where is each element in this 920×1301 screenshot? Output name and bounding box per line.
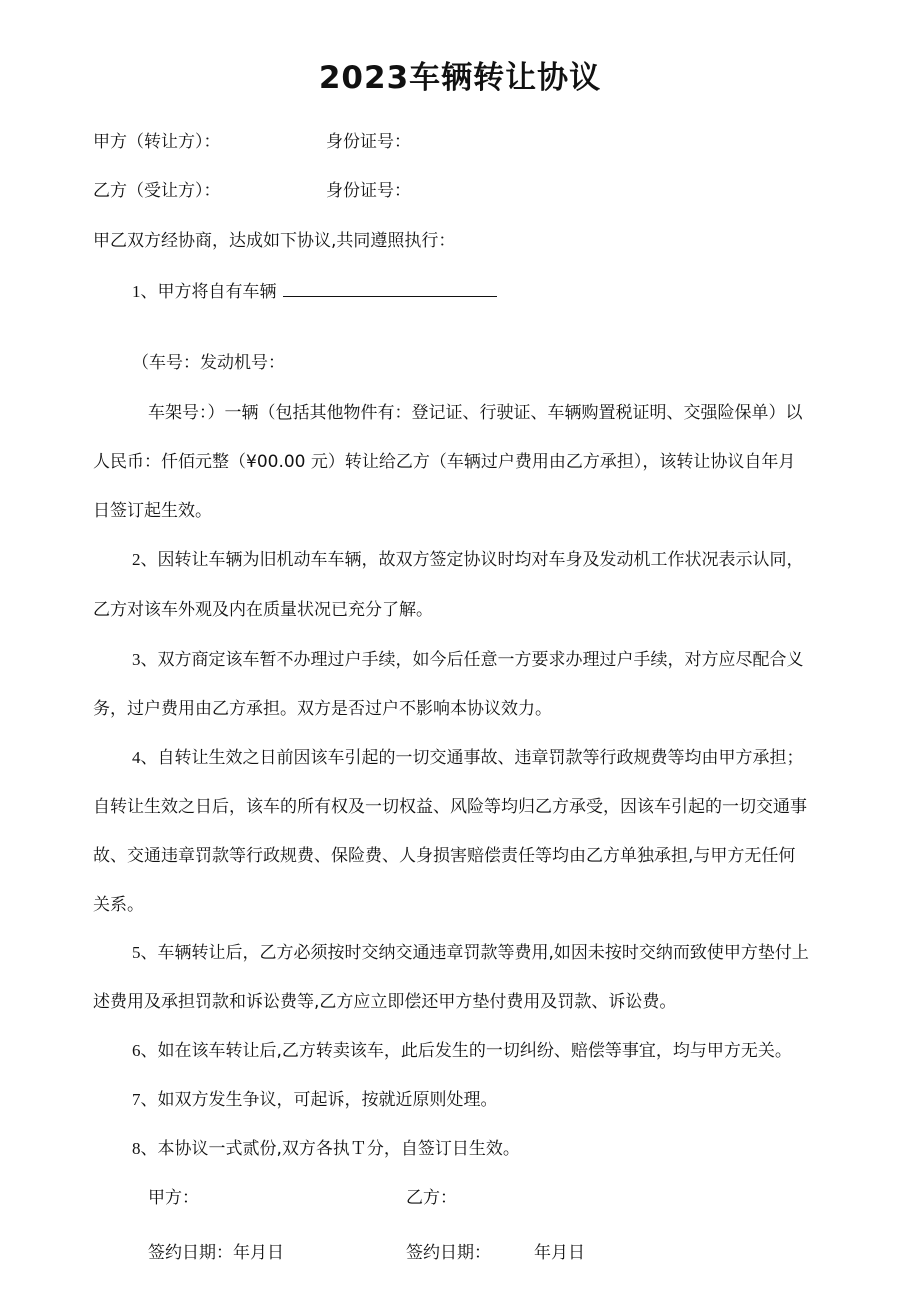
clause-2-line-1	[132, 550, 804, 570]
clause-1-number: 1、	[132, 282, 158, 301]
clause-4-line-2: 自转让生效之日后，该车的所有权及一切权益、风险等均归乙方承受，因该车引起的一切交通事	[93, 797, 807, 817]
clause-6	[132, 1041, 792, 1061]
clause-5-line-2: 述费用及承担罚款和诉讼费等,乙方应立即偿还甲方垫付费用及罚款、诉讼费。	[93, 992, 677, 1012]
clause-4-line-4: 关系。	[93, 895, 144, 915]
clause-3-line-1	[132, 650, 804, 670]
clause-5-number: 5、	[132, 943, 158, 962]
clause-4-line-1	[132, 748, 804, 768]
party-b-label: 乙方（受让方）：	[93, 181, 221, 201]
clause-7-text: 如双方发生争议，可起诉，按就近原则处理。	[157, 1090, 498, 1110]
party-b-id-label: 身份证号：	[326, 181, 411, 201]
sign-date-b-label: 签约日期：	[406, 1243, 491, 1263]
clause-3-line-2: 务，过户费用由乙方承担。双方是否过户不影响本协议效力。	[93, 699, 552, 719]
clause-1-plate: （车号：发动机号：	[132, 353, 285, 373]
party-a-label: 甲方（转让方）：	[93, 132, 221, 152]
clause-4-text: 自转让生效之日前因该车引起的一切交通事故、违章罚款等行政规费等均由甲方承担；	[157, 748, 804, 768]
clause-3-number: 3、	[132, 650, 158, 669]
clause-2-text: 因转让车辆为旧机动车车辆，故双方签定协议时均对车身及发动机工作状况表示认同，	[157, 550, 804, 570]
clause-4-number: 4、	[132, 748, 158, 767]
party-a-id-label: 身份证号：	[326, 132, 411, 152]
clause-2-line-2: 乙方对该车外观及内在质量状况已充分了解。	[93, 600, 433, 620]
clause-5-line-1	[132, 943, 809, 963]
sign-date-b-value: 年月日	[534, 1243, 585, 1263]
clause-3-text: 双方商定该车暂不办理过户手续，如今后任意一方要求办理过户手续，对方应尽配合义	[157, 650, 804, 670]
signature-party-a: 甲方：	[148, 1188, 199, 1208]
clause-8	[132, 1139, 520, 1159]
clause-1-line-1: 车架号：）一辆（包括其他物件有：登记证、行驶证、车辆购置税证明、交强险保单）以	[148, 403, 803, 423]
clause-1-text: 甲方将自有车辆	[157, 282, 277, 302]
clause-7-number: 7、	[132, 1090, 158, 1109]
clause-4-line-3: 故、交通违章罚款等行政规费、保险费、人身损害赔偿责任等均由乙方单独承担,与甲方无任何	[93, 846, 796, 866]
clause-8-number: 8、	[132, 1139, 158, 1158]
clause-8-text: 本协议一式贰份,双方各执Ｔ分，自签订日生效。	[157, 1139, 520, 1159]
vehicle-blank-line	[283, 280, 497, 297]
clause-1-line-2: 人民币：仟佰元整（¥00.00 元）转让给乙方（车辆过户费用由乙方承担），该转让协议自年月	[93, 452, 796, 472]
intro-text: 甲乙双方经协商，达成如下协议,共同遵照执行：	[93, 231, 456, 251]
sign-date-a: 签约日期：年月日	[148, 1243, 284, 1263]
clause-7	[132, 1090, 498, 1110]
page-title: 2023车辆转让协议	[318, 60, 602, 96]
clause-1-line-3: 日签订起生效。	[93, 501, 212, 521]
clause-1	[132, 280, 497, 302]
clause-2-number: 2、	[132, 550, 158, 569]
signature-party-b: 乙方：	[406, 1188, 457, 1208]
clause-6-number: 6、	[132, 1041, 158, 1060]
clause-6-text: 如在该车转让后,乙方转卖该车，此后发生的一切纠纷、赔偿等事宜，均与甲方无关。	[157, 1041, 792, 1061]
clause-5-text: 车辆转让后，乙方必须按时交纳交通违章罚款等费用,如因未按时交纳而致使甲方垫付上	[157, 943, 809, 963]
